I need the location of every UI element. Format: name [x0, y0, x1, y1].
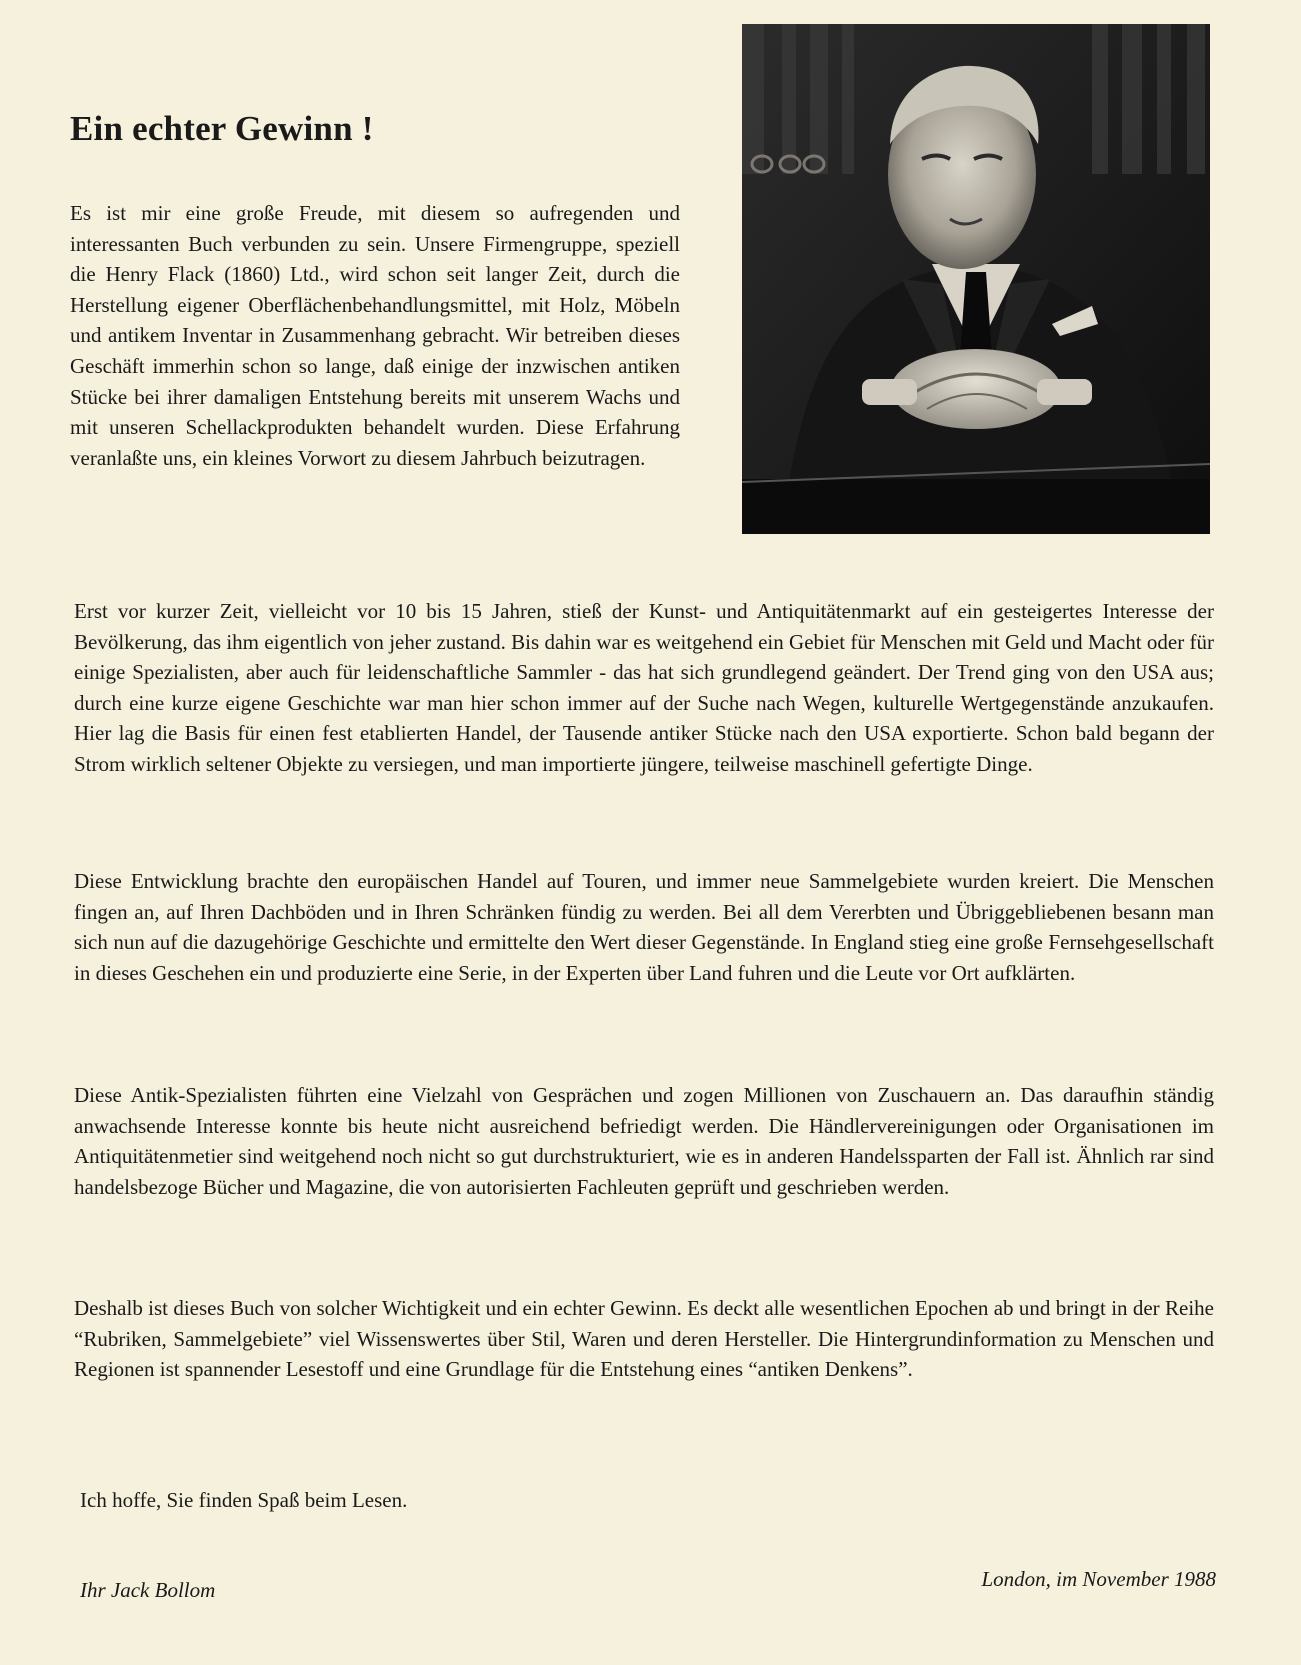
place-date: London, im November 1988: [981, 1567, 1216, 1591]
paragraph-2: Diese Entwicklung brachte den europäischen Handel auf Touren, und immer neue Sammelgebiete wurden kreiert. Die Menschen fingen an, auf Ihren Dachböden und in Ihren Schränken fündig zu werden. Bei all dem Vererbten und Übriggebliebenen besann man sich nun auf die dazugehörige Geschichte und ermittelte den Wert dieser Gegenstände. In England stieg eine große Fernsehgesellschaft in dieses Geschehen ein und produzierte eine Serie, in der Experten über Land fuhren und die Leute vor Ort aufklärten.: [74, 869, 1214, 985]
portrait-illustration: [742, 24, 1210, 534]
closing-line: Ich hoffe, Sie finden Spaß beim Lesen.: [80, 1488, 408, 1512]
paragraph-4: Deshalb ist dieses Buch von solcher Wichtigkeit und ein echter Gewinn. Es deckt alle wesentlichen Epochen ab und bringt in der Reihe “Rubriken, Sammelgebiete” viel Wissenswertes über Stil, Waren und deren Hersteller. Die Hintergrundinformation zu Menschen und Regionen ist spannender Lesestoff und eine Grundlage für die Entstehung eines “antiken Denkens”.: [74, 1296, 1214, 1382]
intro-paragraph: Es ist mir eine große Freude, mit diesem so aufregenden und interessanten Buch verbunden zu sein. Unsere Firmengruppe, speziell die Henry Flack (1860) Ltd., wird schon seit langer Zeit, durch die Herstellung eigener Oberflächenbehandlungsmittel, mit Holz, Möbeln und antikem Inventar in Zusammenhang gebracht. Wir betreiben dieses Geschäft immerhin schon so lange, daß einige der inzwischen antiken Stücke bei ihrer damaligen Entstehung bereits mit unserem Wachs und mit unseren Schellackprodukten behandelt wurden. Diese Erfahrung veranlaßte uns, ein kleines Vorwort zu diesem Jahrbuch beizutragen.: [70, 201, 680, 470]
signature: Ihr Jack Bollom: [80, 1578, 216, 1602]
paragraph-1: Erst vor kurzer Zeit, vielleicht vor 10 bis 15 Jahren, stieß der Kunst- und Antiquitätenmarkt auf ein gesteigertes Interesse der Bevölkerung, das ihm eigentlich von jeher zustand. Bis dahin war es weitgehend ein Gebiet für Menschen mit Geld und Macht oder für einige Spezialisten, aber auch für leidenschaftliche Sammler - das hat sich grundlegend geändert. Der Trend ging von den USA aus; durch eine kurze eigene Geschichte war man hier schon immer auf der Suche nach Wegen, kulturelle Wertgegenstände anzukaufen. Hier lag die Basis für einen fest etablierten Handel, der Tausende antiker Stücke nach den USA exportierte. Schon bald begann der Strom wirklich seltener Objekte zu versiegen, und man importierte jüngere, teilweise maschinell gefertigte Dinge.: [74, 599, 1214, 776]
portrait-photo: [742, 24, 1210, 534]
paragraph-3: Diese Antik-Spezialisten führten eine Vielzahl von Gesprächen und zogen Millionen von Zuschauern an. Das daraufhin ständig anwachsende Interesse konnte bis heute nicht ausreichend befriedigt werden. Die Händlervereinigungen oder Organisationen im Antiquitätenmetier sind weitgehend noch nicht so gut durchstrukturiert, wie es in anderen Handelssparten der Fall ist. Ähnlich rar sind handelsbezoge Bücher und Magazine, die von autorisierten Fachleuten geprüft und geschrieben werden.: [74, 1083, 1214, 1199]
page-title: Ein echter Gewinn !: [70, 109, 374, 148]
